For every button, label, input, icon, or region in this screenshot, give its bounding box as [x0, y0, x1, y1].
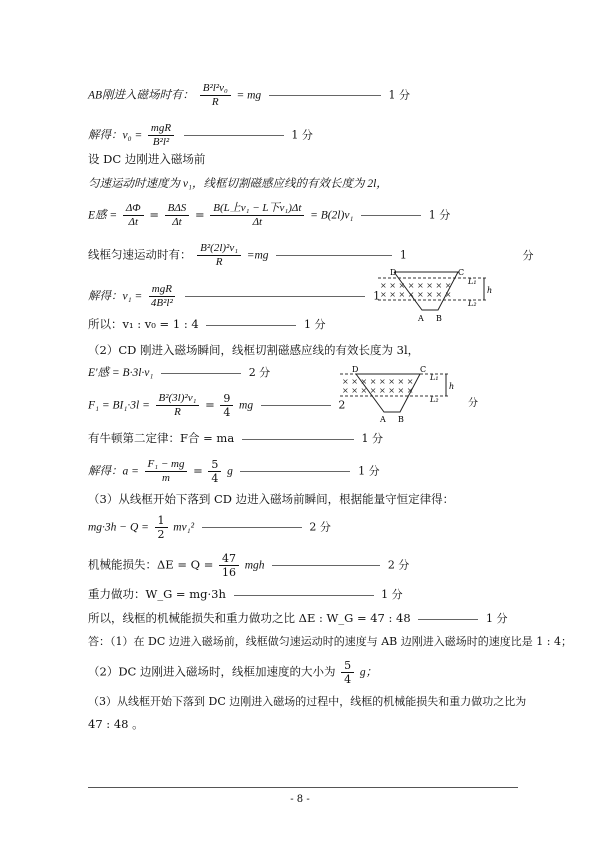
eq-rhs: g — [227, 465, 233, 478]
eq-prefix: mg·3h − Q = — [88, 521, 149, 534]
eq-prefix: F₁ = BI₁·3l = — [88, 399, 150, 412]
fraction — [156, 392, 200, 419]
denominator: 16 — [222, 566, 237, 579]
eq-sign: = — [149, 207, 159, 222]
score: 2 分 — [309, 520, 331, 534]
eq-rhs: =mg — [246, 249, 269, 262]
score-leader — [206, 325, 296, 326]
text-line: （2）CD 刚进入磁场瞬间，线框切割磁感应线的有效长度为 3l， — [88, 343, 420, 357]
denominator: Δt — [252, 216, 263, 228]
denominator: R — [215, 256, 223, 268]
label-b: B — [436, 314, 442, 323]
eq-sign: = — [205, 397, 215, 412]
text-line: （3）从线框开始下落到 CD 边进入磁场前瞬间，根据能量守恒定律得： — [88, 492, 455, 506]
score: 1 分 — [428, 208, 451, 222]
score: 1 — [373, 289, 381, 303]
answer-1: 答：（1）在 DC 边进入磁场前，线框做匀速运动时的速度与 AB 边刚进入磁场时的速度比是 1 : 4； — [88, 635, 572, 648]
eq-rhs: mv₁² — [173, 521, 195, 534]
eq-uniform — [88, 242, 534, 269]
score: 1 分 — [381, 588, 403, 601]
field-crosses — [342, 377, 413, 395]
svg-text:× × × × × × × ×: × × × × × × × × — [380, 281, 452, 290]
numerator: B²l²v₀ — [200, 82, 231, 96]
eq-rhs: = B(2l)v₁ — [310, 209, 354, 222]
eq-rhs: = mg — [236, 89, 262, 102]
denominator: 4B²l² — [150, 297, 173, 309]
score-leader — [161, 373, 241, 374]
denominator: B²l² — [152, 136, 170, 148]
eq-prefix: 机械能损失：ΔE = Q = — [88, 557, 214, 572]
newton-line — [88, 430, 383, 447]
label-d: D — [352, 365, 359, 374]
eq-text: 有牛顿第二定律：F合 = ma — [88, 431, 235, 445]
work-line — [88, 586, 403, 603]
eq-force — [88, 392, 345, 419]
score-leader — [242, 439, 354, 440]
label-c: C — [420, 365, 427, 374]
score: 2 分 — [387, 558, 410, 572]
label-a: A — [380, 415, 386, 424]
ratio-text: 所以：v₁ : v₀ = 1 : 4 — [88, 317, 199, 331]
text-line: 设 DC 边刚进入磁场前 — [88, 152, 206, 166]
score-leader — [234, 595, 374, 596]
fraction — [123, 202, 144, 229]
score: 1 分 — [291, 128, 313, 142]
score-leader — [202, 527, 302, 528]
score-leader — [185, 296, 365, 297]
fraction — [155, 514, 168, 541]
numerator: F₁ − mg — [145, 458, 188, 472]
eq-prefix: 解得：v₀ = — [88, 129, 143, 142]
denominator: Δt — [172, 216, 182, 228]
denominator: R — [174, 406, 181, 418]
eq-ab-enter — [88, 82, 410, 109]
fraction — [200, 82, 231, 109]
fraction — [145, 458, 188, 485]
numerator: BΔS — [165, 202, 190, 216]
numerator: B²(3l)²v₁ — [156, 392, 200, 406]
footer-rule — [88, 787, 518, 788]
label-h: h — [449, 382, 455, 391]
score-leader — [276, 255, 392, 256]
eq-prefix: E感 = — [88, 209, 118, 222]
eq-prefix: 解得：a = — [88, 465, 139, 478]
fraction — [208, 458, 221, 485]
label-l2: L₂ — [468, 299, 477, 308]
numerator: 5 — [208, 458, 221, 472]
ratio-result-line — [88, 610, 508, 627]
denominator: 2 — [157, 528, 165, 541]
eq-text: E′感 = B·3l·v₁ — [88, 367, 154, 379]
score-leader — [240, 471, 350, 472]
fraction — [148, 283, 176, 310]
numerator: mgR — [149, 283, 175, 297]
score-leader — [272, 565, 380, 566]
score: 1 分 — [303, 318, 326, 331]
eq-v1 — [88, 283, 380, 310]
answer-3: （3）从线框开始下落到 DC 边刚进入磁场的过程中，线框的机械能损失和重力做功之比为 — [88, 695, 527, 708]
label-a: A — [418, 314, 424, 323]
fraction — [210, 202, 304, 229]
magnetic-field-diagram-2 — [338, 362, 488, 424]
eq-prefix: 解得：v₁ = — [88, 290, 143, 303]
eq-prefix: AB刚进入磁场时有： — [88, 89, 195, 102]
eq-text: 所以，线框的机械能损失和重力做功之比 ΔE : W_G = 47 : 48 — [88, 611, 411, 625]
denominator: m — [162, 472, 170, 484]
score: 2 分 — [248, 366, 271, 379]
eq-emf-cd — [88, 364, 270, 381]
numerator: mgR — [148, 122, 174, 136]
numerator: ΔΦ — [123, 202, 144, 216]
denominator: R — [211, 96, 219, 108]
score-leader — [184, 135, 284, 136]
score-unit: 分 — [522, 248, 534, 262]
numerator: 47 — [219, 552, 239, 566]
numerator: 9 — [220, 392, 233, 406]
answer-rhs: g； — [359, 666, 378, 679]
score: 1 分 — [358, 464, 380, 478]
page-number: - 8 - — [290, 794, 310, 805]
score: 1 分 — [486, 612, 508, 625]
fraction — [165, 202, 190, 229]
numerator: 5 — [341, 659, 354, 673]
svg-text:× × × × × × × ×: × × × × × × × × — [380, 290, 452, 299]
score-leader — [261, 405, 331, 406]
answer-2 — [88, 659, 377, 686]
score: 1 分 — [361, 432, 383, 445]
label-l1: L₁ — [430, 373, 439, 382]
numerator: 1 — [155, 514, 168, 528]
score-leader — [361, 215, 421, 216]
fraction — [341, 659, 354, 686]
denominator: 4 — [223, 406, 231, 419]
label-b: B — [398, 415, 404, 424]
score: 1 分 — [388, 88, 410, 102]
eq-rhs: mg — [239, 399, 254, 412]
score: 2 — [338, 398, 346, 412]
score-unit: 分 — [468, 398, 478, 409]
numerator: B²(2l)²v₁ — [197, 242, 241, 256]
fraction — [197, 242, 241, 269]
eq-sign: = — [194, 207, 205, 222]
ratio-line — [88, 316, 325, 333]
eq-rhs: mgh — [244, 559, 265, 572]
label-c: C — [458, 268, 465, 277]
eq-sign: = — [193, 463, 203, 478]
eq-text: 重力做功：W_G = mg·3h — [88, 587, 226, 601]
eq-accel — [88, 458, 380, 485]
score-leader — [418, 619, 478, 620]
fraction — [148, 122, 174, 149]
score: 1 — [399, 248, 407, 262]
magnetic-field-diagram-1 — [376, 266, 508, 324]
label-d: D — [390, 268, 397, 277]
answer-3-value: 47 : 48 。 — [88, 717, 144, 731]
label-l2: L₂ — [430, 395, 439, 404]
denominator: 4 — [211, 472, 219, 485]
eq-prefix: 线框匀速运动时有： — [88, 247, 192, 262]
answer-prefix: （2）DC 边刚进入磁场时，线框加速度的大小为 — [88, 664, 336, 679]
fraction — [220, 392, 233, 419]
denominator: Δt — [128, 216, 138, 228]
field-crosses — [380, 281, 451, 299]
eq-loss — [88, 552, 409, 579]
svg-text:× × × × × × × ×: × × × × × × × × — [342, 377, 414, 386]
label-l1: L₁ — [468, 277, 477, 286]
denominator: 4 — [344, 673, 352, 686]
score-leader — [269, 95, 381, 96]
eq-energy — [88, 514, 331, 541]
text-line: 匀速运动时速度为 v₁，线框切割磁感应线的有效长度为 2l， — [88, 178, 388, 190]
numerator: B(L上v₁ − L下v₁)Δt — [210, 202, 304, 216]
eq-v0 — [88, 122, 313, 149]
fraction — [219, 552, 239, 579]
label-h: h — [487, 286, 493, 295]
eq-emf — [88, 202, 450, 229]
svg-text:× × × × × × × ×: × × × × × × × × — [342, 386, 414, 395]
